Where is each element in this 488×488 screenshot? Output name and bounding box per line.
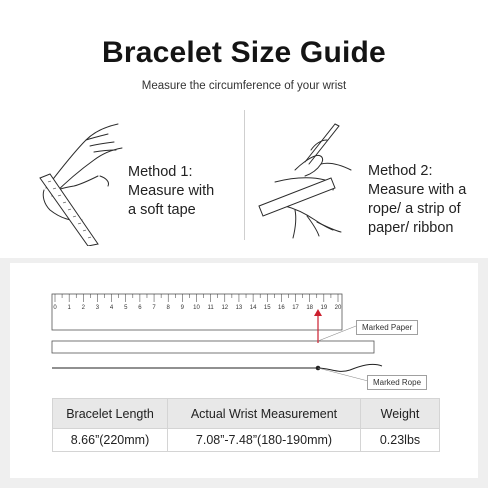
method-2-line-2: Measure with a — [368, 182, 467, 198]
ruler-tick-label: 15 — [263, 305, 271, 311]
ruler — [52, 294, 342, 330]
ruler-tick-label: 10 — [193, 305, 200, 311]
method-1-line-1: Method 1: — [128, 164, 193, 180]
ruler-tick-label: 5 — [124, 305, 128, 311]
header-bracelet-length: Bracelet Length — [53, 399, 168, 429]
page-title: Bracelet Size Guide — [102, 36, 386, 69]
ruler-tick-label: 13 — [235, 305, 243, 311]
ruler-tick-label: 0 — [53, 305, 57, 311]
size-table — [52, 398, 440, 452]
ruler-tick-label: 9 — [180, 305, 185, 311]
method-2-line-1: Method 2: — [368, 163, 433, 179]
method-2-line-4: paper/ ribbon — [368, 220, 454, 236]
ruler-tick-label: 11 — [207, 305, 214, 311]
cell-bracelet-length: 8.66”(220mm) — [53, 429, 168, 452]
table-row — [53, 429, 440, 452]
size-table-header — [53, 399, 440, 429]
ruler-tick-label: 3 — [95, 305, 100, 311]
ruler-tick-label: 17 — [292, 305, 299, 311]
ruler-tick-label: 18 — [306, 305, 314, 311]
page-subtitle: Measure the circumference of your wrist — [141, 80, 347, 92]
ruler-tick-label: 12 — [221, 305, 229, 311]
ruler-tick-label: 7 — [152, 305, 156, 311]
paper-strip — [52, 341, 374, 353]
ruler-tick-label: 20 — [334, 305, 342, 311]
rope-leader-line — [318, 368, 368, 381]
method-1-line-3: a soft tape — [128, 202, 196, 218]
callout-marked-rope: Marked Rope — [367, 375, 427, 390]
callout-marked-paper: Marked Paper — [356, 320, 418, 335]
ruler-tick-label: 4 — [109, 305, 114, 311]
ruler-tick-label: 1 — [67, 305, 71, 311]
ruler-tick-label: 19 — [320, 305, 328, 311]
cell-wrist-measurement: 7.08”-7.48”(180-190mm) — [168, 429, 361, 452]
ruler-tick-label: 14 — [249, 305, 257, 311]
method-2-line-3: rope/ a strip of — [368, 201, 461, 217]
header-wrist-measurement: Actual Wrist Measurement — [168, 399, 361, 429]
cell-weight: 0.23lbs — [361, 429, 440, 452]
ruler-tick-label: 2 — [81, 305, 85, 311]
ruler-tick-label: 6 — [138, 305, 142, 311]
rope — [52, 364, 382, 371]
header-weight: Weight — [361, 399, 440, 429]
method-1-line-2: Measure with — [128, 183, 215, 199]
ruler-tick-label: 16 — [278, 305, 285, 311]
ruler-tick-label: 8 — [166, 305, 170, 311]
